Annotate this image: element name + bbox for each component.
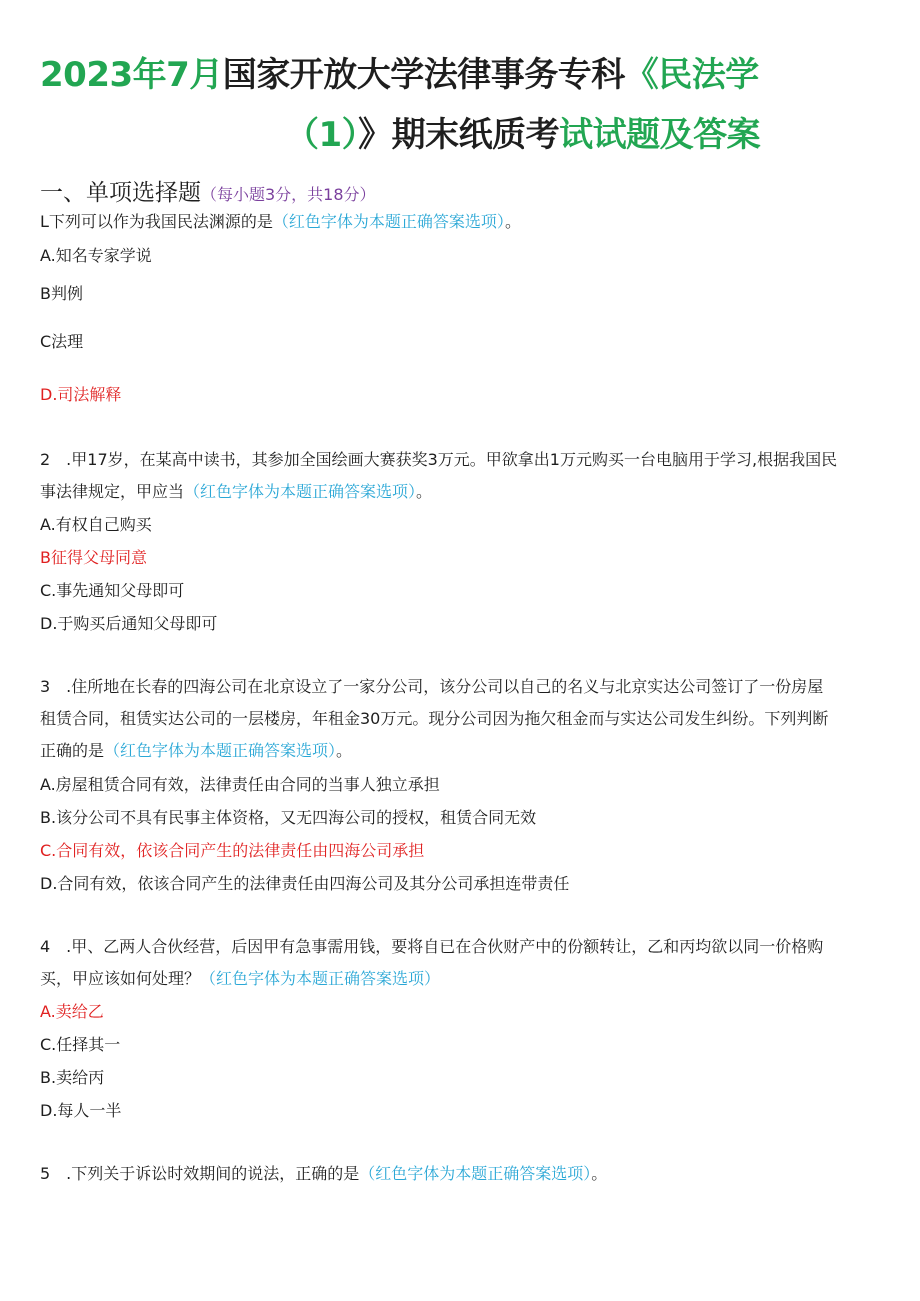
- q4-stem-line-1: 4 .甲、乙两人合伙经营，后因甲有急事需用钱，要将自已在合伙财产中的份额转让，乙和丙均欲以同一价格购: [40, 937, 824, 956]
- answer-hint: （红色字体为本题正确答案选项）: [200, 969, 441, 988]
- q1-option-c: C法理: [40, 332, 84, 351]
- q3-option-c-correct: C.合同有效，依该合同产生的法律责任由四海公司承担: [40, 841, 425, 860]
- q3-stem-line-3: 正确的是（红色字体为本题正确答案选项）。: [40, 741, 353, 760]
- q3-option-b: B.该分公司不具有民事主体资格，又无四海公司的授权，租赁合同无效: [40, 808, 537, 827]
- title-institution: 国家开放大学法律事务专科: [222, 55, 625, 95]
- section-title: 一、单项选择题: [40, 180, 201, 206]
- answer-hint: （红色字体为本题正确答案选项）: [359, 1164, 592, 1183]
- answer-hint: （红色字体为本题正确答案选项）: [272, 212, 505, 231]
- title-course-start: 《民法学: [624, 55, 759, 95]
- document-title-line-2: [285, 115, 761, 155]
- q2-option-c: C.事先通知父母即可: [40, 581, 185, 600]
- document-title-line-1: [40, 55, 759, 95]
- q1-stem: L下列可以作为我国民法渊源的是（红色字体为本题正确答案选项）。: [40, 212, 521, 231]
- q2-option-a: A.有权自己购买: [40, 515, 152, 534]
- q4-stem-line-2: 买，甲应该如何处理？（红色字体为本题正确答案选项）: [40, 969, 441, 988]
- section-heading: [40, 174, 376, 207]
- answer-hint: （红色字体为本题正确答案选项）: [104, 741, 337, 760]
- q2-option-b-correct: B征得父母同意: [40, 548, 147, 567]
- q3-stem-line-1: 3 .住所地在长春的四海公司在北京设立了一家分公司，该分公司以自己的名义与北京实达公司签订了一份房屋: [40, 677, 824, 696]
- q1-option-d-correct: D.司法解释: [40, 385, 122, 404]
- title-course-part: （1）: [285, 115, 359, 155]
- q3-stem-line-2: 租赁合同，租赁实达公司的一层楼房，年租金30万元。现分公司因为拖欠租金而与实达公司发生纠纷。下列判断: [40, 709, 829, 728]
- title-year: 2023年7月: [40, 55, 223, 95]
- answer-hint: （红色字体为本题正确答案选项）: [184, 482, 417, 501]
- q1-option-a: A.知名专家学说: [40, 246, 152, 265]
- q5-stem: 5 .下列关于诉讼时效期间的说法，正确的是（红色字体为本题正确答案选项）。: [40, 1164, 608, 1183]
- q4-option-a-correct: A.卖给乙: [40, 1002, 104, 1021]
- title-exam: 》期末纸质考: [358, 115, 560, 155]
- section-score-note: （每小题3分，共18分）: [201, 185, 376, 204]
- q1-option-b: B判例: [40, 284, 83, 303]
- q3-option-a: A.房屋租赁合同有效，法律责任由合同的当事人独立承担: [40, 775, 440, 794]
- q2-stem-line-2: 事法律规定，甲应当（红色字体为本题正确答案选项）。: [40, 482, 433, 501]
- title-answers: 试试题及答案: [559, 115, 761, 155]
- q4-option-c: C.任择其一: [40, 1035, 121, 1054]
- q4-option-b: B.卖给丙: [40, 1068, 105, 1087]
- q2-option-d: D.于购买后通知父母即可: [40, 614, 218, 633]
- q2-stem-line-1: 2 .甲17岁，在某高中读书，其参加全国绘画大赛获奖3万元。甲欲拿出1万元购买一台电脑用于学习,根据我国民: [40, 450, 838, 469]
- q3-option-d: D.合同有效，依该合同产生的法律责任由四海公司及其分公司承担连带责任: [40, 874, 570, 893]
- q4-option-d: D.每人一半: [40, 1101, 122, 1120]
